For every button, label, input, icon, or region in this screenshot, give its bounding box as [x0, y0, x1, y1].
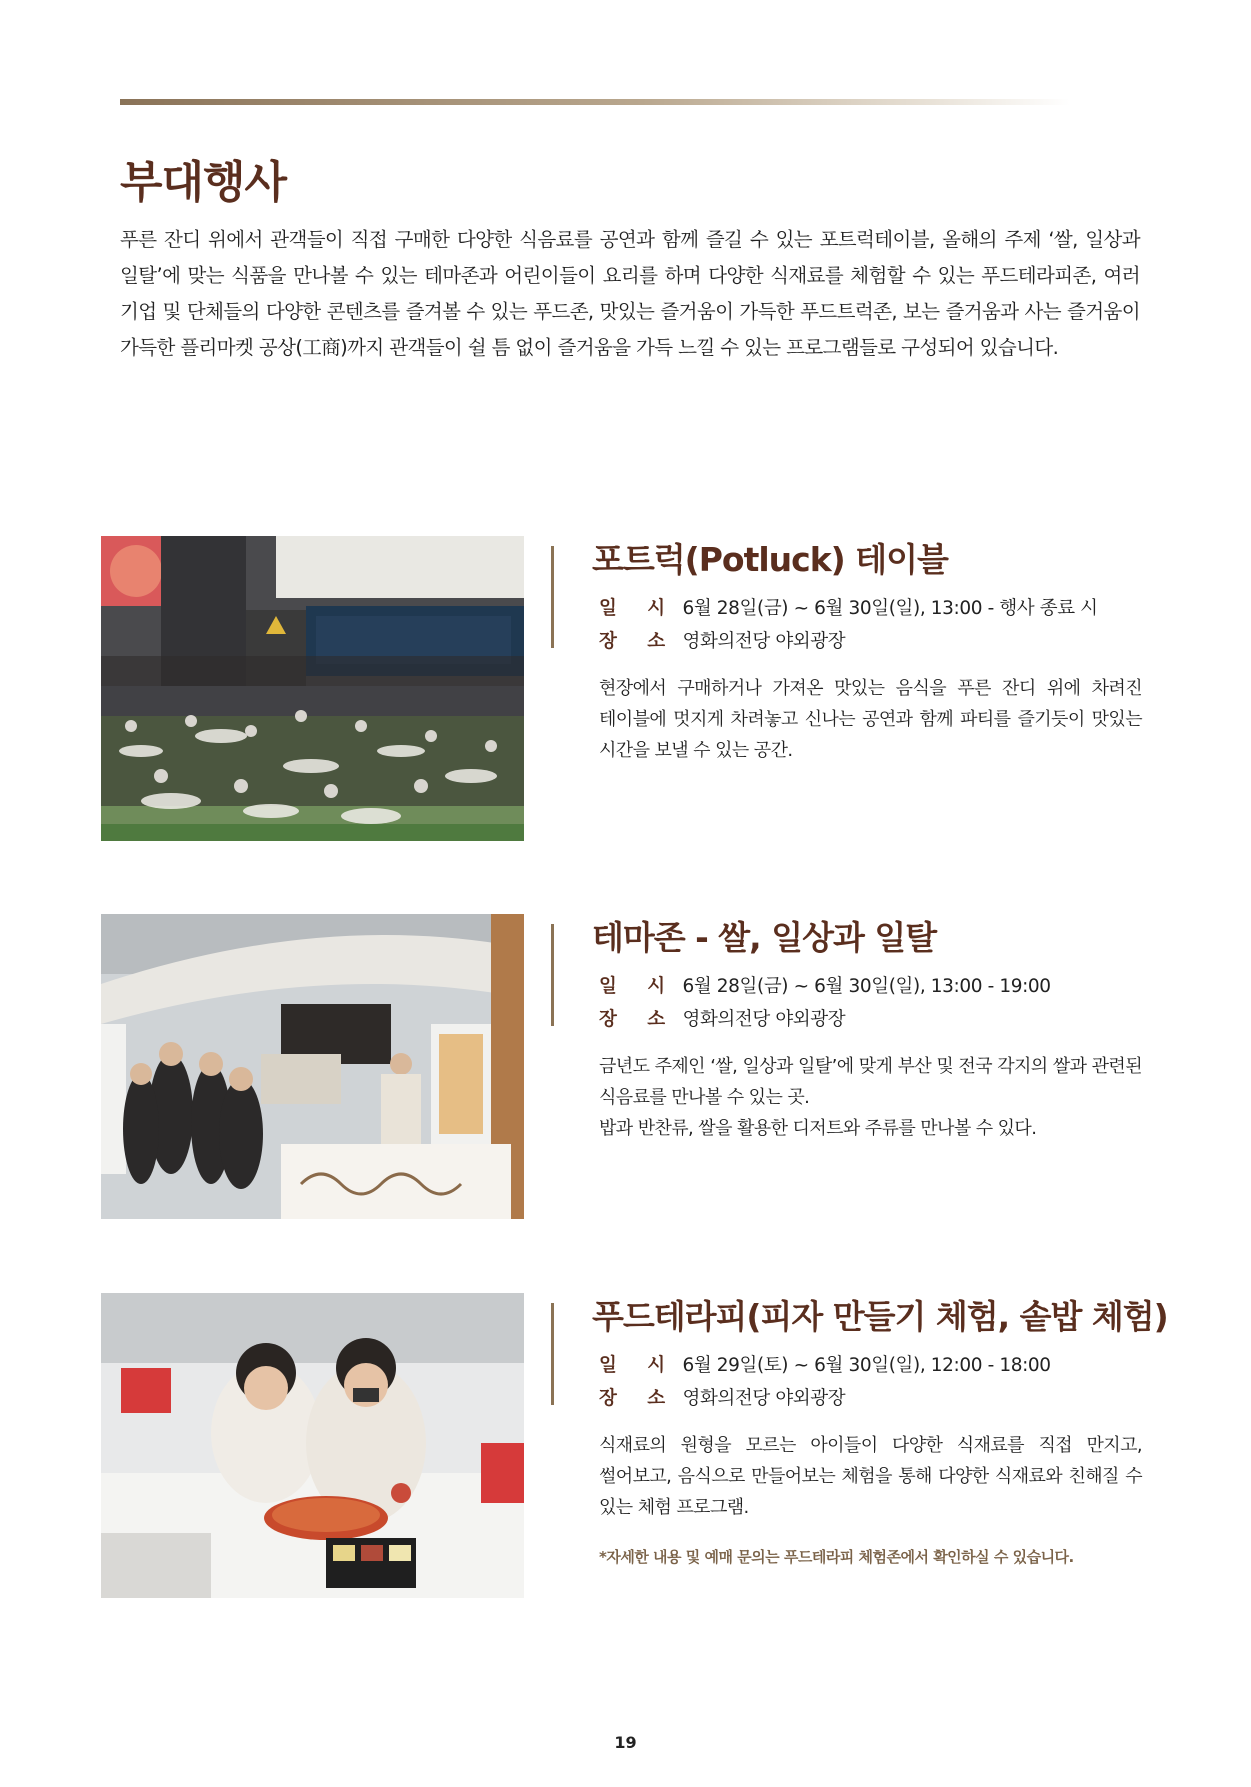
section-title: 테마존 - 쌀, 일상과 일탈 — [592, 918, 937, 957]
food-therapy-photo — [101, 1293, 524, 1598]
section-food-therapy — [101, 1293, 1168, 1598]
top-divider — [120, 99, 1070, 105]
date-value: 6월 28일(금) ~ 6월 30일(일), 13:00 - 19:00 — [682, 976, 1051, 997]
section-description: 식재료의 원형을 모르는 아이들이 다양한 식재료를 직접 만지고, 썰어보고, 음식으로 만들어보는 체험을 통해 다양한 식재료와 친해질 수 있는 체험 프로그램. — [599, 1435, 1142, 1518]
section-accent-bar — [551, 924, 554, 1026]
section-description: 금년도 주제인 ‘쌀, 일상과 일탈’에 맞게 부산 및 전국 각지의 쌀과 관련된 식음료를 만나볼 수 있는 곳. 밥과 반찬류, 쌀을 활용한 디저트와 주류를 만나볼 수 있다. — [599, 1056, 1142, 1139]
page-title: 부대행사 — [120, 157, 287, 208]
section-title: 푸드테라피(피자 만들기 체험, 솥밥 체험) — [592, 1297, 1168, 1336]
place-value: 영화의전당 야외광장 — [682, 1009, 846, 1030]
date-value: 6월 29일(토) ~ 6월 30일(일), 12:00 - 18:00 — [682, 1355, 1051, 1376]
date-row — [599, 1351, 1051, 1377]
date-label: 일 시 — [599, 976, 678, 997]
place-value: 영화의전당 야외광장 — [682, 631, 846, 652]
section-title: 포트럭(Potluck) 테이블 — [592, 540, 948, 579]
place-value: 영화의전당 야외광장 — [682, 1388, 846, 1409]
section-potluck-table — [101, 536, 1141, 841]
page-number: 19 — [614, 1733, 637, 1752]
intro-paragraph: 푸른 잔디 위에서 관객들이 직접 구매한 다양한 식음료를 공연과 함께 즐길 수 있는 포트럭테이블, 올해의 주제 ‘쌀, 일상과 일탈’에 맞는 식품을 만나볼 수 있는 테마존과 어린이들이 요리를 하며 다양한 식재료를 체험할 수 있는 푸드테라피존, 여러 기업 및 단체들의 다양한 콘텐츠를 즐겨볼 수 있는 푸드존, 맛있는 즐거움이 가득한 푸드트럭존, 보는 즐거움과 사는 즐거움이 가득한 플리마켓 공상(工商)까지 관객들이 쉴 틈 없이 즐거움을 가득 느낄 수 있는 프로그램들로 구성되어 있습니다. — [120, 228, 1140, 359]
place-label: 장 소 — [599, 1009, 678, 1030]
place-label: 장 소 — [599, 1388, 678, 1409]
date-label: 일 시 — [599, 598, 678, 619]
place-row — [599, 1005, 845, 1031]
theme-zone-photo — [101, 914, 524, 1219]
section-accent-bar — [551, 546, 554, 648]
place-label: 장 소 — [599, 631, 678, 652]
section-description: 현장에서 구매하거나 가져온 맛있는 음식을 푸른 잔디 위에 차려진 테이블에 멋지게 차려놓고 신나는 공연과 함께 파티를 즐기듯이 맛있는 시간을 보낼 수 있는 공간. — [599, 678, 1142, 761]
date-label: 일 시 — [599, 1355, 678, 1376]
potluck-table-photo — [101, 536, 524, 841]
inquiry-note: *자세한 내용 및 예매 문의는 푸드테라피 체험존에서 확인하실 수 있습니다. — [599, 1548, 1074, 1566]
date-row — [599, 972, 1051, 998]
section-accent-bar — [551, 1303, 554, 1405]
date-value: 6월 28일(금) ~ 6월 30일(일), 13:00 - 행사 종료 시 — [682, 598, 1098, 619]
date-row — [599, 594, 1098, 620]
section-theme-zone — [101, 914, 1141, 1219]
place-row — [599, 1384, 845, 1410]
place-row — [599, 627, 845, 653]
